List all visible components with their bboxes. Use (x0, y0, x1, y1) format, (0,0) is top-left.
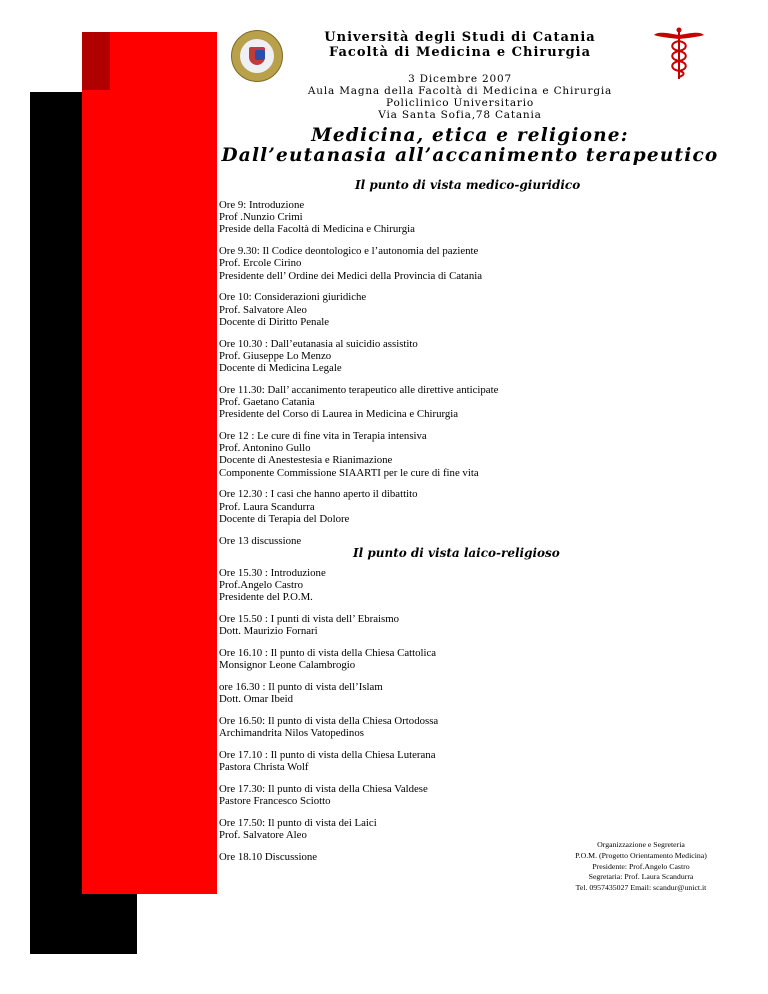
program-item-time-topic: ore 16.30 : Il punto di vista dell’Islam (219, 681, 383, 694)
program-item-detail: Presidente del P.O.M. (219, 591, 313, 604)
program-item-detail: Prof.Angelo Castro (219, 579, 303, 592)
program-item-time-topic: Ore 17.50: Il punto di vista dei Laici (219, 817, 377, 830)
program-item-detail: Prof. Antonino Gullo (219, 442, 311, 455)
program-item (219, 613, 639, 637)
program-item-time-topic: Ore 15.30 : Introduzione (219, 567, 326, 579)
program-item-detail: Prof. Salvatore Aleo (219, 303, 307, 316)
program-item-detail: Presidente del Corso di Laurea in Medicina e Chirurgia (219, 408, 459, 421)
event-venue: Aula Magna della Facoltà di Medicina e Chirurgia (307, 85, 613, 97)
program-item-time-topic: Ore 13 discussione (219, 534, 302, 547)
program-item (219, 535, 639, 547)
program-item-time-topic: Ore 10.30 : Dall’eutanasia al suicidio assistito (219, 337, 418, 350)
program-item (219, 338, 639, 375)
header (300, 30, 620, 60)
program-item (219, 245, 639, 282)
program-item-detail: Docente di Diritto Penale (219, 315, 330, 328)
footer-line: Organizzazione e Segreteria (597, 840, 685, 849)
section-title-medico-giuridico: Il punto di vista medico-giuridico (355, 178, 581, 192)
program-item-detail: Docente di Terapia del Dolore (219, 512, 350, 525)
program-item-time-topic: Ore 16.10 : Il punto di vista della Chiesa Cattolica (219, 647, 437, 660)
program-item-detail: Prof. Salvatore Aleo (219, 829, 307, 842)
program-item-detail: Prof .Nunzio Crimi (219, 211, 303, 224)
event-address: Via Santa Sofia,78 Catania (378, 109, 542, 121)
footer-line: P.O.M. (Progetto Orientamento Medicina) (575, 850, 707, 860)
university-name: Università degli Studi di Catania (324, 30, 596, 45)
program-item-detail: Pastore Francesco Sciotto (219, 795, 331, 808)
program-item-time-topic: Ore 17.30: Il punto di vista della Chiesa Valdese (219, 783, 428, 796)
program-item-time-topic: Ore 16.50: Il punto di vista della Chiesa Ortodossa (219, 715, 439, 728)
program-item-time-topic: Ore 11.30: Dall’ accanimento terapeutico alle direttive anticipate (219, 383, 499, 396)
main-title (220, 126, 720, 166)
event-date: 3 Dicembre 2007 (408, 73, 512, 85)
program-section-2 (219, 567, 639, 873)
program-item (219, 488, 639, 525)
faculty-name: Facoltà di Medicina e Chirurgia (328, 45, 592, 60)
program-item (219, 783, 639, 807)
program-item-detail: Preside della Facoltà di Medicina e Chirurgia (219, 223, 415, 236)
program-item-time-topic: Ore 9.30: Il Codice deontologico e l’autonomia del paziente (219, 245, 479, 258)
university-seal-icon (231, 30, 283, 82)
program-item-detail: Componente Commissione SIAARTI per le cure di fine vita (219, 466, 479, 479)
program-item (219, 817, 639, 841)
program-item-detail: Docente di Anestestesia e Rianimazione (219, 454, 393, 467)
program-item-time-topic: Ore 12 : Le cure di fine vita in Terapia intensiva (219, 430, 427, 443)
program-item (219, 384, 639, 421)
section-title-laico-religioso: Il punto di vista laico-religioso (353, 546, 560, 560)
program-item (219, 749, 639, 773)
program-item-detail: Docente di Medicina Legale (219, 362, 342, 375)
program-item-detail: Prof. Ercole Cirino (219, 257, 302, 270)
program-item-detail: Prof. Laura Scandurra (219, 500, 315, 513)
program-item-detail: Prof. Gaetano Catania (219, 396, 315, 409)
program-item-detail: Prof. Giuseppe Lo Menzo (219, 349, 332, 362)
program-item (219, 291, 639, 328)
event-info (300, 73, 620, 121)
main-title-line1: Medicina, etica e religione: (311, 125, 629, 146)
program-item (219, 430, 639, 479)
footer-line: Presidente: Prof.Angelo Castro (592, 861, 690, 871)
program-item-time-topic: Ore 18.10 Discussione (219, 851, 318, 864)
caduceus-icon (650, 25, 708, 81)
program-item-detail: Monsignor Leone Calambrogio (219, 659, 356, 672)
organization-footer (548, 840, 734, 894)
event-building: Policlinico Universitario (386, 97, 534, 109)
program-item-detail: Presidente dell’ Ordine dei Medici della Provincia di Catania (219, 269, 483, 282)
program-item-time-topic: Ore 10: Considerazioni giuridiche (219, 291, 367, 304)
program-item-time-topic: Ore 12.30 : I casi che hanno aperto il dibattito (219, 488, 418, 501)
program-item-detail: Dott. Omar Ibeid (219, 693, 294, 706)
program-item (219, 567, 639, 604)
program-item-detail: Dott. Maurizio Fornari (219, 625, 318, 638)
footer-line: Tel. 0957435027 Email: scandur@unict.it (575, 883, 707, 893)
program-item (219, 681, 639, 705)
main-title-line2: Dall’eutanasia all’accanimento terapeutico (221, 145, 719, 166)
red-bar-shadow (82, 32, 110, 90)
program-item-time-topic: Ore 9: Introduzione (219, 199, 305, 211)
program-item-time-topic: Ore 17.10 : Il punto di vista della Chiesa Luterana (219, 749, 436, 762)
program-item (219, 199, 639, 236)
footer-line: Segretaria: Prof. Laura Scandurra (588, 872, 694, 882)
program-section-1 (219, 199, 639, 556)
program-item (219, 715, 639, 739)
red-decorative-bar (82, 32, 217, 894)
program-item-detail: Pastora Christa Wolf (219, 761, 309, 774)
program-item-detail: Archimandrita Nilos Vatopedinos (219, 727, 364, 740)
program-item (219, 647, 639, 671)
program-item-time-topic: Ore 15.50 : I punti di vista dell’ Ebraismo (219, 613, 400, 626)
